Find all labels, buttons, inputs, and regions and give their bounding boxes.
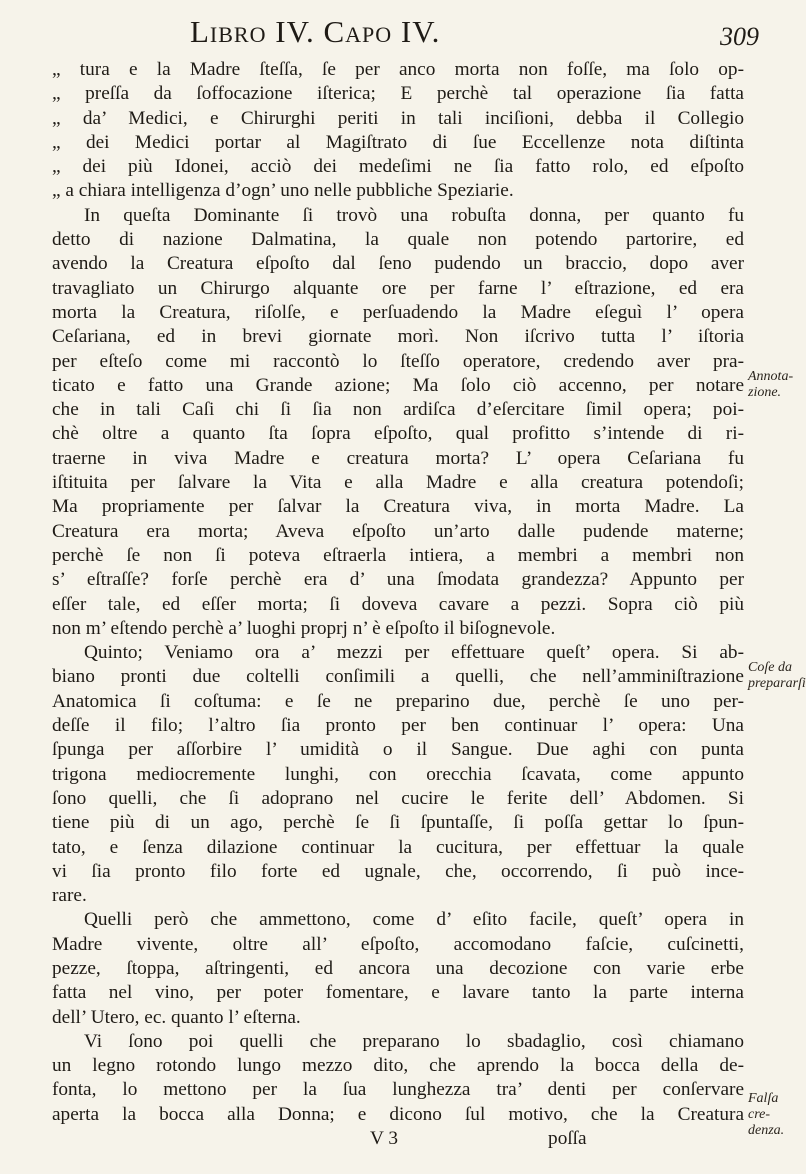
text-line: Quelli però che ammettono, come d’ eſito facile, queſt’ opera in: [84, 909, 744, 931]
text-line: Anatomica ſi coſtuma: e ſe ne preparino due, perchè ſe uno per-: [52, 690, 744, 712]
text-line: avendo la Creatura eſpoſto dal ſeno pudendo un braccio, dopo aver: [52, 253, 744, 275]
text-line: fatta nel vino, per poter fomentare, e lavare tanto la parte interna: [52, 982, 744, 1004]
text-line: detto di nazione Dalmatina, la quale non potendo partorire, ed: [52, 229, 744, 251]
text-line: morta la Creatura, riſolſe, e perſuadendo la Madre eſeguì l’ opera: [52, 301, 744, 323]
text-line: pezze, ſtoppa, aſtringenti, ed ancora una decozione con varie erbe: [52, 957, 744, 979]
text-line: Madre vivente, oltre all’ eſpoſto, accomodano faſcie, cuſcinetti,: [52, 933, 744, 955]
text-line: rare.: [52, 885, 87, 907]
text-line: traerne in viva Madre e creatura morta? L’ opera Ceſariana fu: [52, 447, 744, 469]
text-line: iſtituita per ſalvare la Vita e alla Madre e alla creatura potendoſi;: [52, 472, 744, 494]
text-line: fonta, lo mettono per la ſua lunghezza tra’ denti per conſervare: [52, 1079, 744, 1101]
text-line: trigona mediocremente lunghi, con orecchia ſcavata, come appunto: [52, 763, 744, 785]
main-text: [52, 58, 744, 1151]
text-line: „ a chiara intelligenza d’ogn’ uno nelle pubbliche Speziarie.: [52, 180, 514, 202]
text-line: dell’ Utero, ec. quanto l’ eſterna.: [52, 1006, 301, 1028]
text-line: Quinto; Veniamo ora a’ mezzi per effettuare queſt’ opera. Si ab-: [84, 642, 744, 664]
text-line: ſpunga per aſſorbire l’ umidità o il Sangue. Due aghi con punta: [52, 739, 744, 761]
text-line: Ceſariana, ed in brevi giornate morì. Non iſcrivo tutta l’ iſtoria: [52, 326, 744, 348]
margin-note-annotazione: Annota- zione.: [748, 369, 794, 400]
page-footer: [52, 1127, 744, 1151]
text-line: „ preſſa da ſoffocazione iſterica; E perchè tal operazione ſia fatta: [52, 83, 744, 105]
text-line: ſono quelli, che ſi adoprano nel cucire le ferite dell’ Abdomen. Si: [52, 787, 744, 809]
text-line: Ma propriamente per ſalvar la Creatura viva, in morta Madre. La: [52, 496, 744, 518]
text-line: ticato e fatto una Grande azione; Ma ſolo ciò accenno, per notare: [52, 374, 744, 396]
running-header: [190, 14, 610, 50]
text-line: che in tali Caſi chi ſi ſia non ardiſca d’eſercitare ſimil opera; poi-: [52, 399, 744, 421]
text-line: „ dei più Idonei, acciò dei medeſimi ne ſia fatto rolo, ed eſpoſto: [52, 156, 744, 178]
text-line: tato, e ſenza dilazione continuar la cucitura, per effettuar la quale: [52, 836, 744, 858]
text-line: „ da’ Medici, e Chirurghi periti in tali inciſioni, debba il Collegio: [52, 107, 744, 129]
text-line: vi ſia pronto filo forte ed ugnale, che, occorrendo, ſi può ince-: [52, 860, 744, 882]
text-line: chè oltre a quanto ſta ſopra eſpoſto, qual profitto s’intende di ri-: [52, 423, 744, 445]
text-line: un legno rotondo lungo mezzo dito, che aprendo la bocca della de-: [52, 1055, 744, 1077]
text-line: eſſer tale, ed eſſer morta; ſi doveva cavare a pezzi. Sopra ciò più: [52, 593, 744, 615]
text-line: deſſe il filo; l’altro ſia pronto per ben continuar l’ opera: Una: [52, 715, 744, 737]
text-line: s’ eſtraſſe? forſe perchè era d’ una ſmodata grandezza? Appunto per: [52, 569, 744, 591]
text-line: „ tura e la Madre ſteſſa, ſe per anco morta non foſſe, ma ſolo op-: [52, 59, 744, 80]
signature-mark: V 3: [370, 1128, 399, 1150]
text-line: Creatura era morta; Aveva eſpoſto un’arto dalle pudende materne;: [52, 520, 744, 542]
margin-note-falsa-credenza: Falſa cre- denza.: [748, 1091, 785, 1138]
margin-note-cose-da-prepararsi: Coſe da prepararſi: [748, 660, 806, 691]
text-line: Vi ſono poi quelli che preparano lo sbadaglio, così chiamano: [84, 1030, 744, 1052]
page-number: 309: [720, 22, 759, 51]
text-line: tiene più di un ago, perchè ſe ſi ſpuntaſſe, ſi poſſa gettar lo ſpun-: [52, 812, 744, 834]
text-line: „ dei Medici portar al Magiſtrato di ſue Eccellenze nota diſtinta: [52, 131, 744, 153]
text-line: In queſta Dominante ſi trovò una robuſta donna, per quanto fu: [84, 204, 744, 226]
running-title: Libro IV. Capo IV.: [190, 14, 441, 49]
text-line: per eſteſo come mi raccontò lo ſteſſo operatore, credendo aver pra-: [52, 350, 744, 372]
text-line: perchè ſe non ſi poteva eſtraerla intiera, a membri a membri non: [52, 544, 744, 566]
text-line: non m’ eſtendo perchè a’ luoghi proprj n’ è eſpoſto il biſognevole.: [52, 617, 556, 639]
text-line: biano pronti due coltelli conſimili a quelli, che nell’amminiſtrazione: [52, 666, 744, 688]
text-line: aperta la bocca alla Donna; e dicono ſul motivo, che la Creatura: [52, 1103, 744, 1125]
catchword: poſſa: [548, 1128, 587, 1150]
text-line: travagliato un Chirurgo alquante ore per farne l’ eſtrazione, ed era: [52, 277, 744, 299]
